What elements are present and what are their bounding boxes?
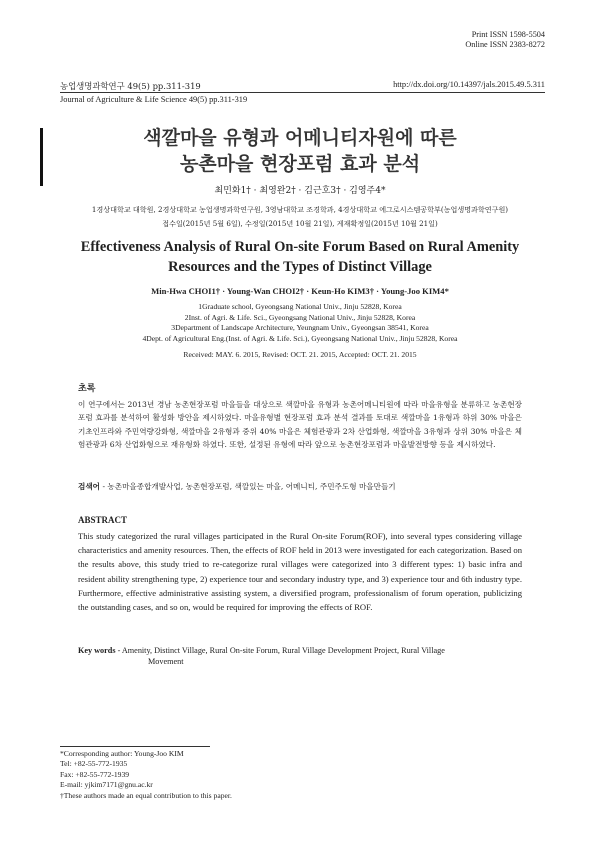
title-korean-line2: 농촌마을 현장포럼 효과 분석 [179,153,421,175]
affiliations-english [60,302,540,344]
authors-korean: 최민화1† · 최영완2† · 김근호3† · 김영주4* [214,186,386,196]
abstract-korean-heading: 초록 [78,384,96,394]
footnote-corresponding: *Corresponding author: Young-Joo KIM [60,749,184,758]
abstract-korean-body: 이 연구에서는 2013년 경남 농촌현장포럼 마을들을 대상으로 색깔마을 유형과 농촌어메니티원에 따라 마을유형을 분류하고 농촌현장포럼 효과를 분석하여 활성화 방안을 제시하였다. 마을유형별 현장포럼 효과 분석 결과를 토대로 색깔마을 1유형과 하위 30% 마을은 기초인프라와 주민역량강화형, 색깔마을 2유형과 중위 40% 마을은 체험관광과 2차 산업화형, 색깔마을 3유형과 상위 30% 마을은 체험관광과 6차 산업화형으로 재유형화 하였다. 또한, 설정된 유형에 따라 앞으로 농촌현장포럼과 마을발전방향 등을 제시하였다. [78,400,522,450]
affiliation-2: 2Inst. of Agri. & Life. Sci., Gyeongsang National Univ., Jinju 52828, Korea [184,312,416,322]
online-issn: Online ISSN 2383-8272 [465,40,545,49]
issn-block [465,30,545,50]
footnote-email[interactable]: E-mail: yjkim7171@gnu.ac.kr [60,780,153,790]
footnotes [60,749,232,801]
footnote-tel: Tel: +82-55-772-1935 [60,759,128,769]
abstract-english-body: This study categorized the rural villages participated in the Rural On-site Forum(ROF), into several types considering village characteristics and amenity resources. Then, the effects of ROF held in 2013 were investigated for each categorization. Based on the results above, this study tried to re-categorize rural villages were categorized into 3 different types: 1) basic infra and resident ability strengthening type, 2) experience tour and secondary industry type, and 3) experience tour and 6th industry type. Furthermore, effective administrative assisting system, a diversified program, professionalism of forum operation, publicizing the outstanding cases, and so on, would be required for improving the effects of ROF. [78,531,522,613]
keywords-korean [78,481,522,492]
affiliation-3: 3Department of Landscape Architecture, Yeungnam Univ., Gyeongsan 38541, Korea [171,323,429,333]
affiliation-4: 4Dept. of Agricultural Eng.(Inst. of Agri. & Life. Sci.), Gyeongsang National Univ., Jinju 52828, Korea [142,333,458,343]
footnote-equal-contribution: †These authors made an equal contribution to this paper. [60,790,232,800]
title-korean-line1: 색깔마을 유형과 어메니티자원에 따른 [143,127,457,149]
authors-english: Min-Hwa CHOI1† · Young-Wan CHOI2† · Keun-Ho KIM3† · Young-Joo KIM4* [151,286,449,296]
received-dates: Received: MAY. 6. 2015, Revised: OCT. 21. 2015, Accepted: OCT. 21. 2015 [183,350,417,359]
footnote-divider [60,746,210,747]
keywords-korean-label: 검색어 [78,482,101,491]
title-english-line1: Effectiveness Analysis of Rural On-site Forum Based on Rural Amenity [80,239,520,255]
keywords-english-list: - Amenity, Distinct Village, Rural On-site Forum, Rural Village Development Project, Rural Village [117,646,445,655]
affiliations-korean: 1경상대학교 대학원, 2경상대학교 농업생명과학연구원, 3영남대학교 조경학과, 4경상대학교 에그로시스템공학부(농업생명과학연구원) [91,205,509,214]
title-korean [60,125,540,177]
title-english [50,237,550,277]
doi-link[interactable]: http://dx.doi.org/10.14397/jals.2015.49.5.311 [393,80,545,89]
journal-citation-en: Journal of Agriculture & Life Science 49(5) pp.311-319 [60,95,248,104]
dates-korean: 접수일(2015년 5월 6일), 수정일(2015년 10월 21일), 게재확정일(2015년 10월 21일) [162,219,438,228]
keywords-english-label: Key words [78,646,116,655]
affiliation-1: 1Graduate school, Gyeongsang National Univ., Jinju 52828, Korea [198,302,402,311]
keywords-korean-list: - 농촌마을종합개발사업, 농촌현장포럼, 색깔있는 마을, 어메니티, 주민주도형 마을만들기 [102,482,396,491]
journal-citation-kr: 농업생명과학연구 49(5) pp.311-319 [60,81,201,91]
title-english-line2: Resources and the Types of Distinct Village [168,259,432,275]
keywords-english-list-cont: Movement [148,657,184,667]
keywords-english [78,645,522,668]
print-issn: Print ISSN 1598-5504 [471,30,545,39]
abstract-english-heading: ABSTRACT [78,515,128,525]
header-divider [60,92,545,93]
footnote-fax: Fax: +82-55-772-1939 [60,769,130,779]
title-accent-bar [40,128,43,186]
